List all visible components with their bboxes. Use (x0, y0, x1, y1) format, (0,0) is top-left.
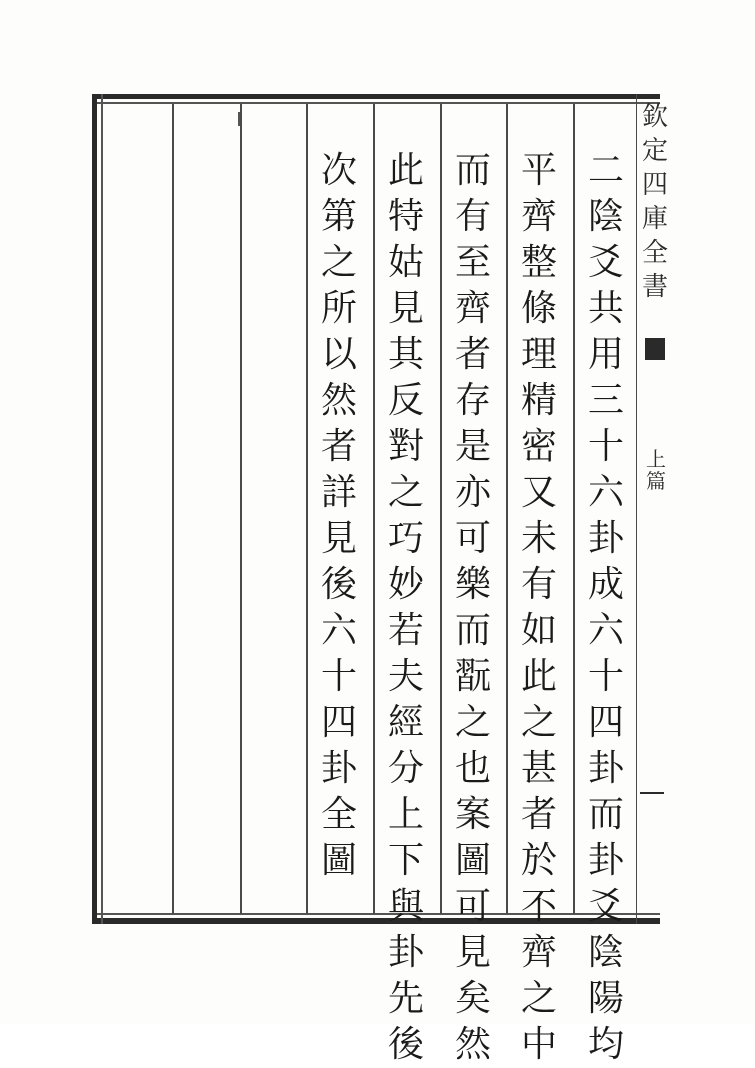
text-character: 密 (520, 426, 557, 467)
text-character: 未 (520, 518, 557, 559)
text-character: 妙 (387, 564, 424, 605)
text-character: 存 (454, 380, 491, 421)
text-character: 然 (454, 1024, 491, 1065)
text-character: 十 (587, 656, 624, 697)
text-character: 至 (454, 242, 491, 283)
text-character: 六 (587, 472, 624, 513)
text-character: 也 (454, 748, 491, 789)
margin-section-label (643, 448, 669, 492)
text-character: 整 (520, 242, 557, 283)
text-character: 又 (520, 472, 557, 513)
text-character: 用 (587, 334, 624, 375)
text-character: 全 (320, 794, 357, 835)
text-character: 之 (387, 472, 424, 513)
margin-character: 全 (641, 238, 668, 268)
text-character: 四 (320, 702, 357, 743)
text-character: 巧 (387, 518, 424, 559)
text-character: 以 (320, 334, 357, 375)
column-mark (238, 112, 240, 126)
text-character: 均 (587, 1024, 624, 1065)
text-character: 所 (320, 288, 357, 329)
text-character: 後 (320, 564, 357, 605)
text-character: 詳 (320, 472, 357, 513)
margin-character: 庫 (641, 204, 668, 234)
text-character: 圖 (320, 840, 357, 881)
text-character: 上 (387, 794, 424, 835)
text-character: 若 (387, 610, 424, 651)
text-character: 特 (387, 196, 424, 237)
text-character: 十 (320, 656, 357, 697)
text-character: 是 (454, 426, 491, 467)
text-character: 三 (587, 380, 624, 421)
text-character: 齊 (454, 288, 491, 329)
text-character: 卦 (587, 748, 624, 789)
text-character: 四 (587, 702, 624, 743)
text-column-1 (578, 148, 634, 1068)
text-character: 姑 (387, 242, 424, 283)
text-character: 次 (320, 150, 357, 191)
column-rule (306, 104, 308, 914)
text-character: 反 (387, 380, 424, 421)
margin-character: 書 (641, 272, 668, 302)
text-character: 於 (520, 840, 557, 881)
text-character: 先 (387, 978, 424, 1019)
text-character: 下 (387, 840, 424, 881)
text-character: 翫 (454, 656, 491, 697)
text-character: 與 (387, 886, 424, 927)
text-character: 不 (520, 886, 557, 927)
text-character: 中 (520, 1024, 557, 1065)
gutter-tick (640, 792, 664, 794)
text-character: 亦 (454, 472, 491, 513)
text-character: 爻 (587, 242, 624, 283)
text-character: 可 (454, 518, 491, 559)
text-character: 卦 (587, 840, 624, 881)
text-character: 卦 (587, 518, 624, 559)
column-rule (373, 104, 375, 914)
text-character: 圖 (454, 840, 491, 881)
margin-character: 欽 (641, 102, 668, 132)
text-character: 之 (520, 978, 557, 1019)
text-character: 者 (520, 794, 557, 835)
text-character: 案 (454, 794, 491, 835)
text-character: 樂 (454, 564, 491, 605)
text-character: 可 (454, 886, 491, 927)
text-character: 然 (320, 380, 357, 421)
text-character: 分 (387, 748, 424, 789)
text-column-2 (511, 148, 567, 1068)
text-character: 有 (520, 564, 557, 605)
text-character: 者 (454, 334, 491, 375)
text-character: 對 (387, 426, 424, 467)
column-rule (573, 104, 575, 914)
frame-left-inner-border (101, 94, 103, 924)
text-character: 爻 (587, 886, 624, 927)
text-character: 二 (587, 150, 624, 191)
margin-character: 上 (646, 447, 666, 471)
text-character: 理 (520, 334, 557, 375)
column-rule (440, 104, 442, 914)
text-character: 十 (587, 426, 624, 467)
column-rule (506, 104, 508, 914)
text-character: 如 (520, 610, 557, 651)
text-column-3 (445, 148, 501, 1068)
text-character: 而 (454, 150, 491, 191)
text-character: 夫 (387, 656, 424, 697)
text-character: 條 (520, 288, 557, 329)
text-character: 見 (454, 932, 491, 973)
text-character: 共 (587, 288, 624, 329)
text-character: 經 (387, 702, 424, 743)
text-character: 而 (454, 610, 491, 651)
text-character: 其 (387, 334, 424, 375)
margin-title (640, 100, 670, 320)
text-character: 見 (387, 288, 424, 329)
text-character: 齊 (520, 196, 557, 237)
margin-character: 定 (641, 136, 668, 166)
column-rule (240, 104, 242, 914)
frame-left-border (92, 94, 97, 924)
text-character: 卦 (320, 748, 357, 789)
text-character: 此 (387, 150, 424, 191)
frame-top-inner-border (92, 102, 660, 104)
text-character: 陽 (587, 978, 624, 1019)
frame-bottom-inner-border (92, 913, 660, 915)
text-character: 第 (320, 196, 357, 237)
text-column-4 (378, 148, 434, 1068)
text-character: 平 (520, 150, 557, 191)
text-character: 齊 (520, 932, 557, 973)
text-character: 陰 (587, 932, 624, 973)
text-column-5 (311, 148, 367, 884)
text-character: 甚 (520, 748, 557, 789)
column-rule (172, 104, 174, 914)
text-character: 後 (387, 1024, 424, 1065)
frame-top-border (92, 94, 660, 99)
margin-character: 篇 (646, 469, 666, 493)
text-character: 之 (520, 702, 557, 743)
text-character: 有 (454, 196, 491, 237)
text-character: 成 (587, 564, 624, 605)
text-character: 矣 (454, 978, 491, 1019)
text-character: 見 (320, 518, 357, 559)
text-character: 陰 (587, 196, 624, 237)
text-character: 之 (320, 242, 357, 283)
text-character: 六 (587, 610, 624, 651)
frame-bottom-border (92, 918, 660, 924)
text-character: 六 (320, 610, 357, 651)
fishtail-mark (645, 338, 665, 360)
text-character: 者 (320, 426, 357, 467)
text-character: 精 (520, 380, 557, 421)
text-character: 卦 (387, 932, 424, 973)
text-character: 此 (520, 656, 557, 697)
margin-character: 四 (641, 170, 668, 200)
text-character: 而 (587, 794, 624, 835)
text-character: 之 (454, 702, 491, 743)
